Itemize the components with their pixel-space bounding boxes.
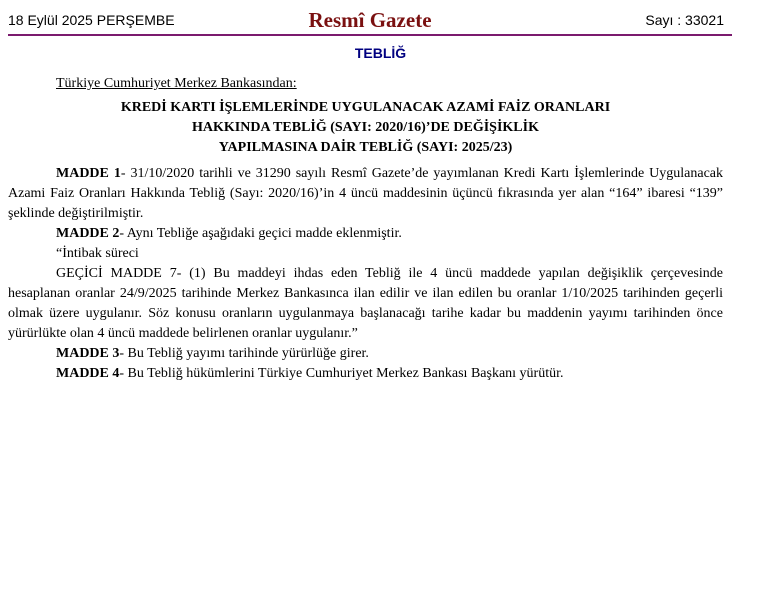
article-3 <box>8 344 723 364</box>
article-1 <box>8 164 723 224</box>
title-line: YAPILMASINA DAİR TEBLİĞ (SAYI: 2025/23) <box>218 140 513 155</box>
title-line: HAKKINDA TEBLİĞ (SAYI: 2020/16)’DE DEĞİŞİKLİK <box>192 120 539 135</box>
article-text: - Bu Tebliğ hükümlerini Türkiye Cumhuriyet Merkez Bankası Başkanı yürütür. <box>119 366 564 381</box>
header-date: 18 Eylül 2025 PERŞEMBE <box>8 12 175 28</box>
article-label: MADDE 3 <box>56 346 120 361</box>
issue-number: Sayı : 33021 <box>645 12 724 28</box>
title-line: KREDİ KARTI İŞLEMLERİNDE UYGULANACAK AZAMİ FAİZ ORANLARI <box>120 100 611 115</box>
document-title <box>8 98 723 158</box>
article-text: - 31/10/2020 tarihli ve 31290 sayılı Resmî Gazete’de yayımlanan Kredi Kartı İşlemlerinde Uygulanacak Azami Faiz Oranları Hakkında Tebliğ (Sayı: 2020/16)’in 4 üncü maddesinin üçüncü fıkrasında yer alan “164” ibaresi “139” şeklinde değiştirilmiştir. <box>8 166 723 221</box>
article-label: MADDE 4 <box>56 366 120 381</box>
article-label: MADDE 2 <box>56 226 120 241</box>
article-2 <box>8 224 723 244</box>
gazette-header <box>8 0 732 36</box>
issuer: Türkiye Cumhuriyet Merkez Bankasından: <box>56 76 297 91</box>
article-text: - Aynı Tebliğe aşağıdaki geçici madde eklenmiştir. <box>119 226 402 241</box>
provisional-article: GEÇİCİ MADDE 7- (1) Bu maddeyi ihdas eden Tebliğ ile 4 üncü maddede yapılan değişiklik çerçevesinde hesaplanan oranlar 24/9/2025 tarihinde Merkez Bankasınca ilan edilir ve ilan edilen bu oranlar 1/10/2025 tarihinden geçerli olmak üzere uygulanır. Söz konusu oranların uygulanmaya başlanacağı tarihe kadar bu maddenin yayımı tarihinden önce yürürlükte olan 4 üncü maddede belirlenen oranlar uygulanır.” <box>8 266 723 341</box>
gazette-title: Resmî Gazete <box>308 8 432 32</box>
document-body <box>8 74 723 384</box>
provisional-heading: “İntibak süreci <box>56 246 139 261</box>
article-text: - Bu Tebliğ yayımı tarihinde yürürlüğe girer. <box>119 346 369 361</box>
article-label: MADDE 1 <box>56 166 121 181</box>
article-4 <box>8 364 723 384</box>
section-heading: TEBLİĞ <box>354 45 407 61</box>
